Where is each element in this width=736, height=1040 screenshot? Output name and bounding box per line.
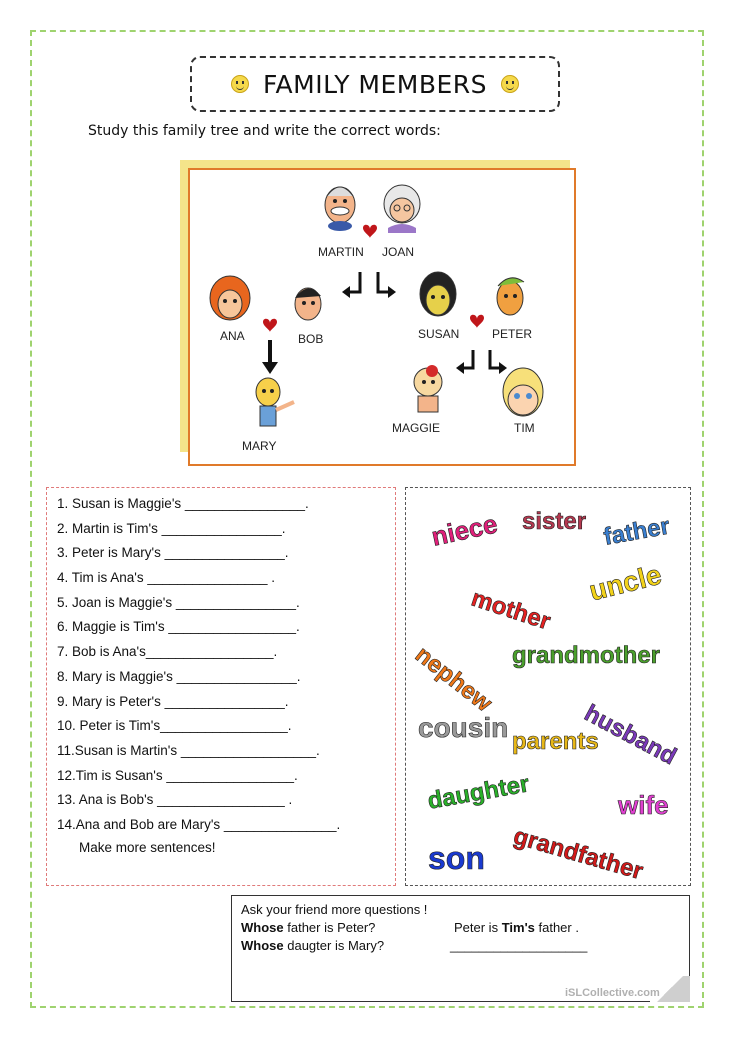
ask-friend-box bbox=[231, 895, 690, 1002]
word-sister: sister bbox=[522, 508, 587, 535]
exercise-item: 2. Martin is Tim's ________________. bbox=[57, 520, 286, 536]
answer-text: Peter is bbox=[454, 920, 502, 935]
exercise-box bbox=[46, 487, 396, 886]
word-grandfather: grandfather bbox=[510, 822, 647, 886]
word-son: son bbox=[428, 840, 485, 876]
exercise-item: 4. Tim is Ana's ________________ . bbox=[57, 570, 275, 586]
name-ana: ANA bbox=[220, 329, 245, 343]
exercise-item: 6. Maggie is Tim's _________________. bbox=[57, 619, 300, 635]
answer-text: father . bbox=[534, 920, 579, 935]
name-mary: MARY bbox=[242, 439, 277, 453]
answer-bold: Tim's bbox=[501, 920, 535, 935]
word-bank bbox=[405, 487, 691, 886]
word-wife: wife bbox=[618, 790, 669, 820]
title-box bbox=[190, 56, 560, 112]
joan-avatar bbox=[384, 185, 420, 233]
name-martin: MARTIN bbox=[318, 245, 364, 259]
heart-icon bbox=[363, 225, 377, 238]
mary-avatar bbox=[256, 378, 294, 426]
exercise-list bbox=[57, 496, 340, 842]
heart-icon bbox=[263, 319, 277, 332]
exercise-item: 10. Peter is Tim's_________________. bbox=[57, 718, 292, 734]
question-text: father is Peter? bbox=[283, 920, 376, 935]
exercise-item: 5. Joan is Maggie's ________________. bbox=[57, 594, 300, 610]
whose-label: Whose bbox=[241, 920, 284, 935]
page-title: FAMILY MEMBERS bbox=[262, 69, 488, 99]
whose-label: Whose bbox=[241, 938, 284, 953]
question-2 bbox=[241, 938, 384, 953]
word-daughter: daughter bbox=[425, 770, 532, 815]
heart-icon bbox=[470, 315, 484, 328]
name-tim: TIM bbox=[514, 421, 535, 435]
ana-avatar bbox=[210, 276, 250, 320]
word-grandmother: grandmother bbox=[512, 642, 661, 669]
bob-avatar bbox=[295, 288, 321, 320]
ask-intro: Ask your friend more questions ! bbox=[241, 902, 428, 917]
martin-avatar bbox=[325, 187, 355, 231]
answer-blank: ___________________ bbox=[450, 938, 588, 953]
exercise-item: 13. Ana is Bob's _________________ . bbox=[57, 792, 293, 808]
word-cousin: cousin bbox=[418, 712, 509, 743]
peter-avatar bbox=[497, 278, 524, 315]
word-husband: husband bbox=[579, 699, 681, 771]
word-father: father bbox=[601, 512, 672, 551]
exercise-item: 7. Bob is Ana's_________________. bbox=[57, 644, 278, 660]
family-tree-frame bbox=[188, 168, 576, 466]
name-bob: BOB bbox=[298, 332, 324, 346]
family-tree-diagram bbox=[190, 170, 574, 464]
name-joan: JOAN bbox=[382, 245, 415, 259]
question-text: daugter is Mary? bbox=[283, 938, 385, 953]
exercise-item: 14.Ana and Bob are Mary's _______________. bbox=[57, 816, 341, 832]
word-niece: niece bbox=[428, 508, 501, 552]
exercise-item: 11.Susan is Martin's __________________. bbox=[57, 742, 320, 758]
exercise-item: 9. Mary is Peter's ________________. bbox=[57, 693, 289, 709]
susan-avatar bbox=[420, 272, 456, 316]
question-1 bbox=[241, 920, 375, 935]
tim-avatar bbox=[503, 368, 543, 416]
exercise-item: 3. Peter is Mary's ________________. bbox=[57, 545, 289, 561]
smiley-icon bbox=[501, 75, 519, 93]
name-susan: SUSAN bbox=[418, 327, 460, 341]
exercise-item: 12.Tim is Susan's _________________. bbox=[57, 767, 298, 783]
name-peter: PETER bbox=[492, 327, 533, 341]
word-uncle: uncle bbox=[586, 558, 665, 607]
exercise-item: 1. Susan is Maggie's ________________. bbox=[57, 496, 309, 511]
instruction-text: Study this family tree and write the correct words: bbox=[88, 123, 441, 139]
answer-1 bbox=[454, 920, 579, 935]
word-parents: parents bbox=[512, 728, 599, 755]
exercise-footer: Make more sentences! bbox=[79, 840, 216, 855]
name-maggie: MAGGIE bbox=[392, 421, 441, 435]
exercise-item: 8. Mary is Maggie's ________________. bbox=[57, 668, 301, 684]
watermark: iSLCollective.com bbox=[565, 987, 660, 999]
smiley-icon bbox=[231, 75, 249, 93]
word-mother: mother bbox=[467, 584, 554, 636]
maggie-avatar bbox=[414, 365, 442, 412]
word-nephew: nephew bbox=[409, 640, 498, 718]
